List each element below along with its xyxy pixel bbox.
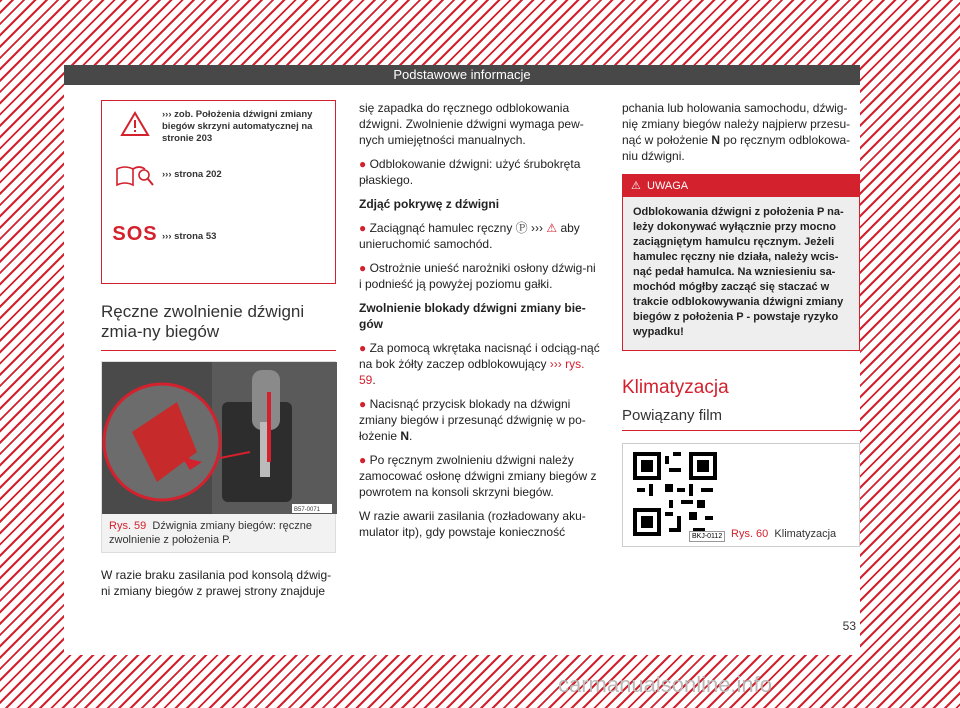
list-item: ● Nacisnąć przycisk blokady na dźwigni zmiany biegów i przesunąć dźwignię w po-łożenie N. (359, 397, 586, 443)
page-number: 53 (842, 619, 856, 633)
qr-code-icon[interactable] (633, 452, 717, 536)
subheading: Zwolnienie blokady dźwigni zmiany bie-gów (359, 301, 586, 331)
book-search-icon (110, 163, 160, 194)
warning-row-1-text: ››› zob. Położenia dźwigni zmiany biegów skrzyni automatycznej na stronie 203 (162, 109, 313, 144)
list-item: ● Zaciągnąć hamulec ręczny Ⓟ ››› ⚠ aby unieruchomić samochód. (359, 221, 580, 251)
list-item: ● Ostrożnie unieść narożniki osłony dźwig-ni i podnieść ją powyżej poziomu gałki. (359, 261, 596, 291)
gear-lever-photo (102, 362, 337, 514)
sos-icon: SOS (112, 223, 158, 245)
figure-60-caption: Rys. 60 Klimatyzacja (731, 528, 837, 540)
figure-59 (101, 361, 336, 553)
qr-figure (622, 443, 860, 547)
column-1 (101, 100, 336, 607)
column-2 (359, 100, 601, 548)
col2-paragraph-2: W razie awarii zasilania (rozładowany aku-mulator itp), gdy powstaje konieczność (359, 509, 586, 539)
figure-code: B57-0071 (294, 507, 321, 513)
column-3 (622, 100, 860, 547)
col1-paragraph: W razie braku zasilania pod konsolą dźwig-ni zmiany biegów z prawej strony znajduje (101, 568, 332, 598)
handbrake-icon: Ⓟ (515, 221, 528, 235)
watermark: carmanualsonline.info (558, 672, 773, 697)
warning-box (622, 174, 860, 351)
page-header: Podstawowe informacje (64, 65, 860, 85)
list-item: ● Za pomocą wkrętaka nacisnąć i odciąg-nąć na bok żółty zaczep odblokowujący ››› rys. 59. (359, 341, 600, 387)
warning-row-2-text: ››› strona 202 (162, 169, 222, 180)
list-item: ● Po ręcznym zwolnieniu dźwigni należy zamocować osłonę dźwigni zmiany biegów z powrotem na konsoli skrzyni biegów. (359, 453, 597, 499)
page (64, 65, 860, 655)
list-item: ● Odblokowanie dźwigni: użyć śrubokręta płaskiego. (359, 157, 581, 187)
qr-code-tag: BKJ-0112 (689, 531, 725, 542)
col2-paragraph-1: się zapadka do ręcznego odblokowania dźwigni. Zwolnienie dźwigni wymaga pew-nych umiejętności manualnych. (359, 101, 584, 147)
warning-box-text: Odblokowania dźwigni z położenia P na-leży dokonywać wyłącznie przy mocno zaciągniętym hamulcu ręcznym. Jeżeli hamulec ręczny nie działa, należy wcis-nąć pedał hamulca. Na wzniesieniu sa-mochód mógłby zacząć się staczać w trakcie odblokowywania dźwigni zmiany biegów z położenia P - powstaje ryzyko wypadku! (633, 206, 844, 338)
related-video-title: Powiązany film (622, 407, 860, 431)
warning-triangle-icon: ⚠ (546, 221, 558, 235)
section-title: Ręczne zwolnienie dźwigni zmia-ny biegów (101, 302, 336, 351)
warning-row-3-text: ››› strona 53 (162, 231, 217, 242)
chapter-title: Klimatyzacja (622, 377, 729, 398)
figure-link[interactable]: rys. 59 (359, 357, 585, 387)
subheading: Zdjąć pokrywę z dźwigni (359, 197, 500, 211)
warning-triangle-icon (110, 111, 160, 142)
warning-symbols-box (101, 100, 336, 284)
figure-59-caption: Rys. 59 Dźwignia zmiany biegów: ręczne zwolnienie z położenia P. (102, 514, 335, 552)
col3-paragraph: pchania lub holowania samochodu, dźwig-nię zmiany biegów należy najpierw przesu-nąć w położenie N po ręcznym odblokowa-niu dźwigni. (622, 101, 851, 163)
warning-triangle-icon: ⚠ (631, 180, 641, 192)
warning-box-header: ⚠ UWAGA (623, 175, 859, 197)
